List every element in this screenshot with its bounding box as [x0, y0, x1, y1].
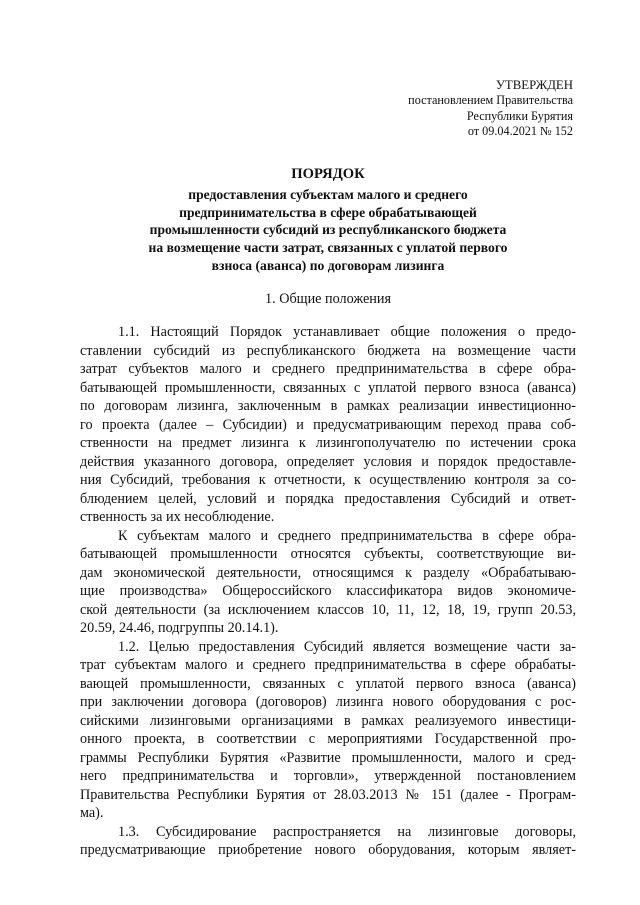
text-line: ния Субсидий, требования к отчетности, к осуществлению контроля за со-	[80, 472, 576, 488]
paragraph-1-2	[80, 638, 576, 823]
text-line: него предпринимательства и торговли», утвержденной постановлением	[80, 768, 576, 784]
paragraph-1-3	[80, 823, 576, 860]
document-title	[80, 166, 576, 275]
document-body	[80, 323, 576, 860]
paragraph-msp-definition	[80, 527, 576, 638]
approval-stamp	[408, 78, 573, 140]
approval-line: постановлением Правительства	[408, 93, 573, 108]
paragraph-1-1	[80, 323, 576, 527]
text-line: при заключении договора (договоров) лизинга нового оборудования с рос-	[80, 694, 576, 710]
text-line: вающей промышленности, связанных с уплатой первого взноса (аванса)	[80, 675, 576, 692]
text-line: сийскими лизинговыми организациями в рамках реализуемого инвестици-	[80, 712, 576, 729]
text-line: го проекта (далее – Субсидии) и предусматривающим переход права соб-	[80, 416, 576, 433]
title-main: ПОРЯДОК	[291, 166, 365, 182]
title-line: взноса (аванса) по договорам лизинга	[211, 257, 445, 273]
text-line: ственности на предмет лизинга к лизингополучателю по истечении срока	[80, 435, 576, 451]
approval-heading: УТВЕРЖДЕН	[495, 78, 573, 92]
text-line: ственность за их несоблюдение.	[80, 509, 275, 525]
text-line: ставлении субсидий из республиканского бюджета на возмещение части	[80, 342, 576, 359]
text-line: 20.59, 24.46, подгруппы 20.14.1).	[80, 620, 279, 636]
title-line: на возмещение части затрат, связанных с уплатой первого	[148, 240, 508, 256]
text-line: Правительства Республики Бурятия от 28.03.2013 № 151 (далее - Програм-	[80, 786, 576, 803]
text-line: действия указанного договора, определяет условия и порядок предоставле-	[80, 453, 576, 470]
approval-line: Республики Бурятия	[466, 108, 573, 123]
text-line: ской деятельности (за исключением классов 10, 11, 12, 18, 19, групп 20.53,	[80, 601, 576, 618]
title-line: предоставления субъектам малого и среднего	[188, 186, 468, 202]
text-line: К субъектам малого и среднего предпринимательства в сфере обра-	[118, 527, 576, 544]
text-line: батывающей промышленности относятся субъекты, соответствующие ви-	[80, 546, 576, 562]
text-line: предусматривающие приобретение нового оборудования, которым являет-	[80, 842, 576, 858]
text-line: 1.1. Настоящий Порядок устанавливает общие положения о предо-	[118, 324, 576, 340]
text-line: по договорам лизинга, заключенным в рамках реализации инвестиционно-	[80, 398, 576, 414]
text-line: блюдением целей, условий и порядка предоставления Субсидий и ответ-	[80, 490, 576, 507]
text-line: дам экономической деятельности, относящимся к разделу «Обрабатываю-	[80, 564, 576, 581]
title-line: предпринимательства в сфере обрабатывающей	[179, 204, 477, 220]
text-line: 1.2. Целью предоставления Субсидий является возмещение части за-	[118, 638, 576, 655]
text-line: батывающей промышленности, связанных с уплатой первого взноса (аванса)	[80, 379, 576, 396]
section-heading: 1. Общие положения	[265, 291, 391, 307]
text-line: онного проекта, в соответствии с мероприятиями Государственной про-	[80, 731, 576, 747]
text-line: щие производства» Общероссийского классификатора видов экономиче-	[80, 583, 576, 599]
text-line: 1.3. Субсидирование распространяется на лизинговые договоры,	[118, 823, 576, 840]
text-line: затрат субъектов малого и среднего предпринимательства в сфере обра-	[80, 361, 576, 377]
text-line: граммы Республики Бурятия «Развитие промышленности, малого и сред-	[80, 749, 576, 766]
text-line: ма).	[80, 805, 104, 821]
title-line: промышленности субсидий из республиканского бюджета	[149, 222, 507, 238]
approval-date: от 09.04.2021 № 152	[467, 124, 573, 139]
text-line: трат субъектам малого и среднего предпринимательства в сфере обрабаты-	[80, 657, 576, 673]
